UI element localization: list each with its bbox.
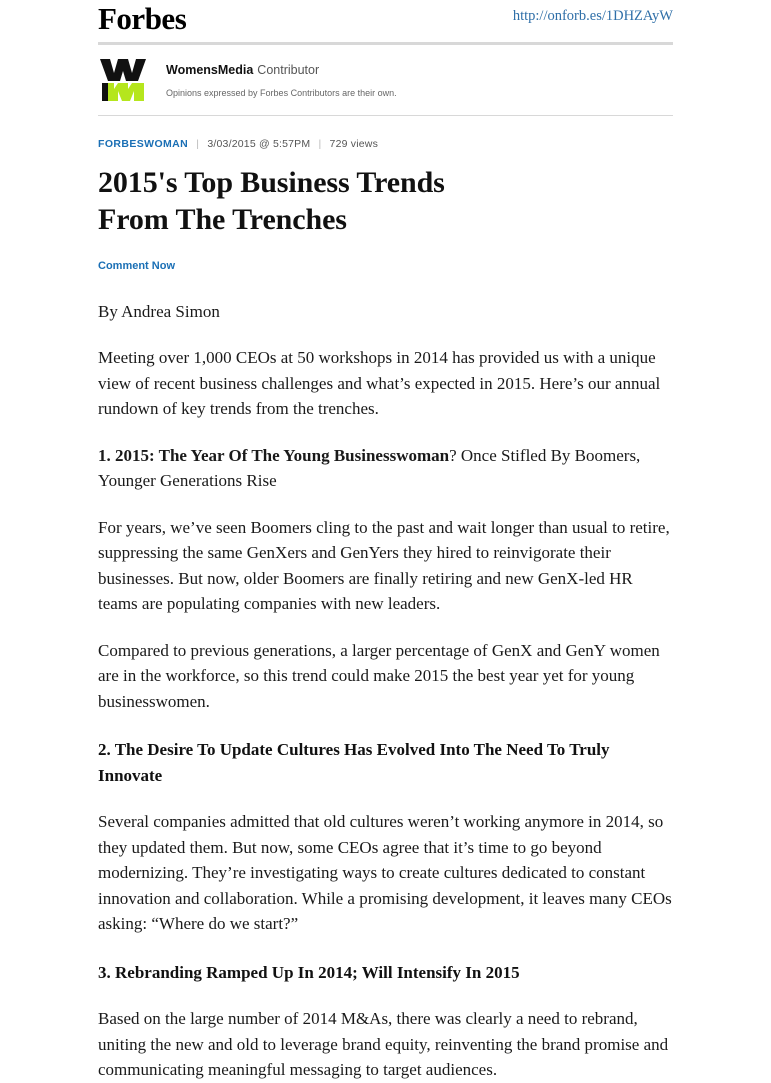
section-heading-2: 2. The Desire To Update Cultures Has Evolved Into The Need To Truly Innovate xyxy=(98,740,610,785)
section-heading-1-bold: 1. 2015: The Year Of The Young Businesswoman xyxy=(98,445,450,465)
contributor-role: Contributor xyxy=(257,63,320,77)
view-count: 729 views xyxy=(329,138,379,150)
section-3-paragraph-1: Based on the large number of 2014 M&As, there was clearly a need to rebrand, uniting the new and old to leverage brand equity, reinventing the brand promise and communicating meaningful messaging to target audiences. xyxy=(98,1009,669,1079)
forbes-logo[interactable]: Forbes xyxy=(98,1,187,36)
section-1-paragraph-1: For years, we’ve seen Boomers cling to the past and wait longer than usual to retire, suppressing the same GenXers and GenYers they hired to reinvigorate their businesses. But now, older Boomers are finally retiring and new GenX-led HR teams are populating companies with new leaders. xyxy=(98,517,670,613)
womensmedia-logo-icon[interactable] xyxy=(98,57,154,103)
headline-line-1: 2015's Top Business Trends xyxy=(98,166,445,199)
section-heading-1-rest: ? Once Stifled By Boomers, Younger Generations Rise xyxy=(98,445,641,490)
article-meta xyxy=(98,116,673,150)
short-url-link[interactable]: http://onforb.es/1DHZAyW xyxy=(512,8,673,24)
contributor-name[interactable]: WomensMedia xyxy=(166,63,254,77)
section-heading-3: 3. Rebranding Ramped Up In 2014; Will Intensify In 2015 xyxy=(98,962,520,982)
page-title xyxy=(98,164,673,238)
headline-line-2: From The Trenches xyxy=(98,203,347,236)
section-label[interactable]: FORBESWOMAN xyxy=(98,138,189,150)
contributor-disclaimer: Opinions expressed by Forbes Contributors are their own. xyxy=(166,88,397,98)
section-heading-1 xyxy=(98,443,673,494)
lede-paragraph: Meeting over 1,000 CEOs at 50 workshops in 2014 has provided us with a unique view of recent business challenges and what’s expected in 2015. Here’s our annual rundown of key trends from the trenches. xyxy=(98,348,661,418)
byline: By Andrea Simon xyxy=(98,302,220,321)
section-1-paragraph-2: Compared to previous generations, a larger percentage of GenX and GenY women are in the workforce, so this trend could make 2015 the best year yet for young businesswomen. xyxy=(98,640,660,711)
comment-now-link[interactable]: Comment Now xyxy=(98,260,175,272)
meta-separator-2: | xyxy=(318,138,322,150)
timestamp: 3/03/2015 @ 5:57PM xyxy=(207,138,311,150)
meta-separator-1: | xyxy=(196,138,200,150)
contributor-text xyxy=(166,57,397,98)
masthead xyxy=(98,0,673,38)
section-2-paragraph-1: Several companies admitted that old cultures weren’t working anymore in 2014, so they updated them. But now, some CEOs agree that it’s time to go beyond modernizing. They’re investigating ways to create cultures dedicated to constant innovation and collaboration. While a promising development, it leaves many CEOs asking: “Where do we start?” xyxy=(98,812,672,933)
contributor-block xyxy=(98,45,673,115)
